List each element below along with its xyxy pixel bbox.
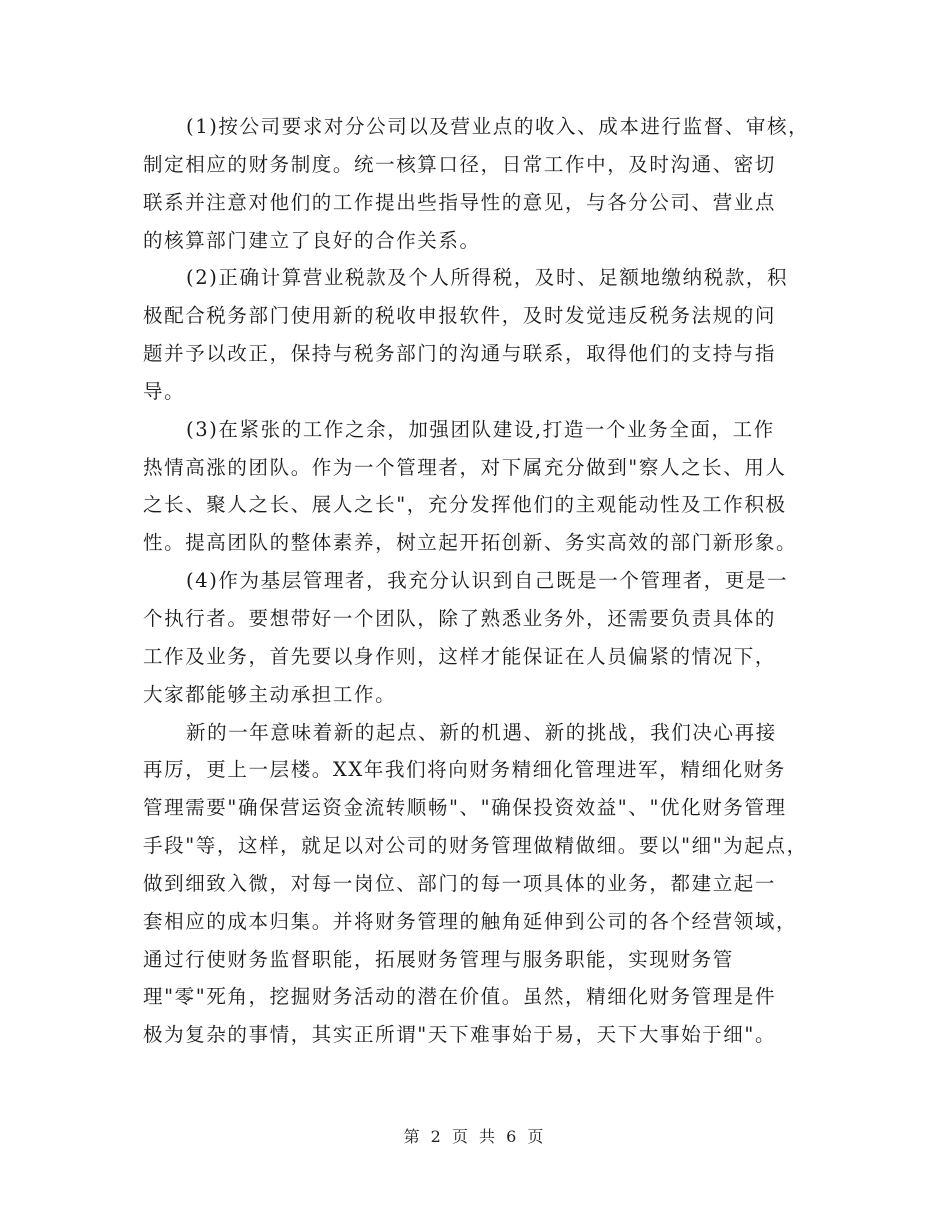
text-line: 工作及业务，首先要以身作则，这样才能保证在人员偏紧的情况下，	[143, 644, 777, 668]
text-line: 理"零"死角，挖掘财务活动的潜在价值。虽然，精细化财务管理是件	[143, 985, 777, 1009]
text-line: 手段"等，这样，就足以对公司的财务管理做精做细。要以"细"为起点，	[143, 834, 808, 858]
text-line: 题并予以改正，保持与税务部门的沟通与联系，取得他们的支持与指	[143, 342, 777, 366]
text-line: 套相应的成本归集。并将财务管理的触角延伸到公司的各个经营领域，	[143, 909, 798, 933]
text-line: 新的一年意味着新的起点、新的机遇、新的挑战，我们决心再接	[186, 720, 777, 744]
body-text	[143, 108, 843, 1054]
text-line: 之长、聚人之长、展人之长"，充分发挥他们的主观能动性及工作积极	[143, 493, 787, 517]
text-line: 个执行者。要想带好一个团队，除了熟悉业务外，还需要负责具体的	[143, 606, 777, 630]
page-number-footer: 第 2 页 共 6 页	[403, 1127, 547, 1146]
text-line: 极为复杂的事情，其实正所谓"天下难事始于易，天下大事始于细"。	[143, 1023, 777, 1047]
text-line: 性。提高团队的整体素养，树立起开拓创新、务实高效的部门新形象。	[143, 531, 798, 555]
text-line: 做到细致入微，对每一岗位、部门的每一项具体的业务，都建立起一	[143, 871, 777, 895]
text-line: 的核算部门建立了良好的合作关系。	[143, 228, 481, 252]
text-line: 极配合税务部门使用新的税收申报软件，及时发觉违反税务法规的问	[143, 304, 777, 328]
text-line: (3)在紧张的工作之余，加强团队建设,打造一个业务全面，工作	[186, 417, 775, 441]
text-line: (4)作为基层管理者，我充分认识到自己既是一个管理者，更是一	[186, 569, 789, 593]
text-line: 管理需要"确保营运资金流转顺畅"、"确保投资效益"、"优化财务管理	[143, 796, 787, 820]
text-line: (2)正确计算营业税款及个人所得税，及时、足额地缴纳税款，积	[186, 266, 789, 290]
text-line: (1)按公司要求对分公司以及营业点的收入、成本进行监督、审核，	[186, 115, 810, 138]
text-line: 热情高涨的团队。作为一个管理者，对下属充分做到"察人之长、用人	[143, 455, 787, 479]
text-line: 导。	[143, 379, 186, 403]
text-line: 联系并注意对他们的工作提出些指导性的意见，与各分公司、营业点	[143, 190, 777, 214]
text-line: 再厉，更上一层楼。XX年我们将向财务精细化管理进军，精细化财务	[143, 758, 786, 782]
text-line: 制定相应的财务制度。统一核算口径，日常工作中，及时沟通、密切	[143, 152, 777, 176]
text-line: 通过行使财务监督职能，拓展财务管理与服务职能，实现财务管	[143, 947, 734, 971]
text-line: 大家都能够主动承担工作。	[143, 682, 397, 706]
